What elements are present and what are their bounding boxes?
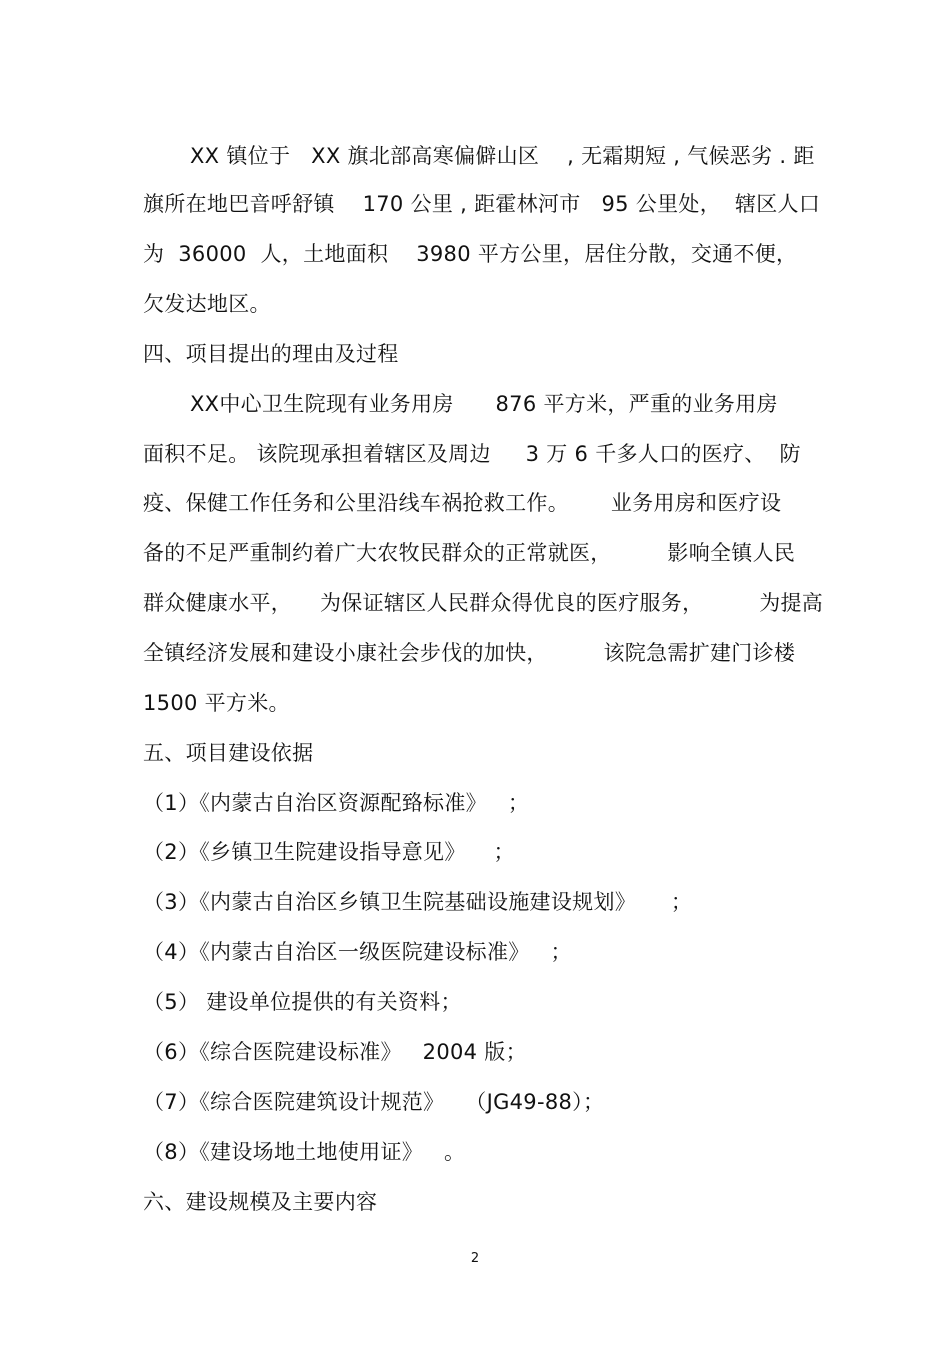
list-item: （7）《综合医院建筑设计规范》 （JG49-88）；: [143, 1090, 605, 1114]
paragraph-line: 旗所在地巴音呼舒镇 170 公里 , 距霍林河市 95 公里处， 辖区人口: [143, 192, 821, 216]
list-item: （3）《内蒙古自治区乡镇卫生院基础设施建设规划》 ；: [143, 890, 693, 914]
paragraph-line: 面积不足。 该院现承担着辖区及周边 3 万 6 千多人口的医疗、 防: [143, 442, 801, 466]
paragraph-line: XX中心卫生院现有业务用房 876 平方米，严重的业务用房: [190, 392, 778, 416]
paragraph-line: 为 36000 人，土地面积 3980 平方公里，居住分散，交通不便，: [143, 242, 798, 266]
section-heading-six: 六、建设规模及主要内容: [143, 1190, 378, 1214]
list-item: （4）《内蒙古自治区一级医院建设标准》 ；: [143, 940, 572, 964]
list-item: （8）《建设场地土地使用证》 。: [143, 1140, 466, 1164]
paragraph-line: 疫、保健工作任务和公里沿线车祸抢救工作。 业务用房和医疗设: [143, 491, 782, 515]
paragraph-line: XX 镇位于 XX 旗北部高寒偏僻山区 , 无霜期短 , 气候恶劣 . 距: [190, 144, 815, 168]
list-item: （5） 建设单位提供的有关资料；: [143, 990, 462, 1014]
list-item: （1）《内蒙古自治区资源配臵标准》 ；: [143, 791, 530, 815]
paragraph-line: 备的不足严重制约着广大农牧民群众的正常就医， 影响全镇人民: [143, 541, 796, 565]
section-heading-four: 四、项目提出的理由及过程: [143, 342, 399, 366]
paragraph-line: 欠发达地区。: [143, 292, 271, 316]
list-item: （6）《综合医院建设标准》 2004 版；: [143, 1040, 527, 1064]
page-number: 2: [470, 1251, 480, 1266]
list-item: （2）《乡镇卫生院建设指导意见》 ；: [143, 840, 515, 864]
paragraph-line: 群众健康水平， 为保证辖区人民群众得优良的医疗服务， 为提高: [143, 591, 824, 615]
paragraph-line: 1500 平方米。: [143, 691, 290, 715]
section-heading-five: 五、项目建设依据: [143, 741, 314, 765]
paragraph-line: 全镇经济发展和建设小康社会步伐的加快， 该院急需扩建门诊楼: [143, 641, 796, 665]
